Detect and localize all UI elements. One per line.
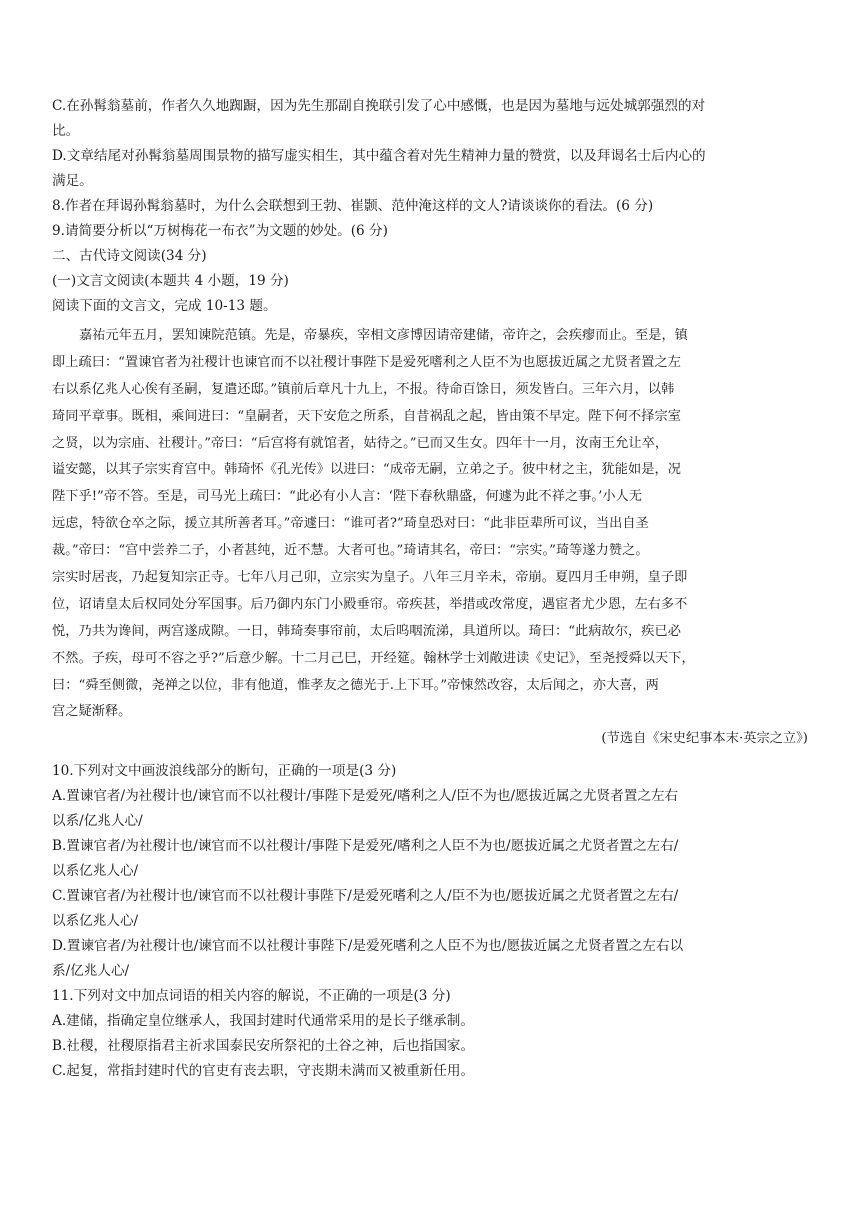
passage-line: 不然。子疾，母可不容之乎?”后意少解。十二月己巳，开经筵。翰林学士刘敞进读《史记》，至尧授舜以天下， — [52, 650, 695, 666]
passage-line: 谥安懿，以其子宗实育宫中。韩琦怀《孔光传》以进曰：“成帝无嗣，立弟之子。彼中材之主，犹能如是，况 — [52, 462, 681, 478]
passage-line: 宗实时居丧，乃起复知宗正寺。七年八月己卯，立宗实为皇子。八年三月辛未，帝崩。夏四月壬申朔，皇子即 — [52, 570, 688, 586]
passage-line: 即上疏曰：“置谏官者为社稷计也谏官而不以社稷计事陛下是爱死嗜利之人臣不为也愿拔近属之尤贤者置之左 — [52, 354, 681, 370]
passage-line: 宫之疑渐释。 — [52, 704, 132, 720]
q7-option-d-line2: 满足。 — [52, 173, 93, 189]
question-11-stem: 11.下列对文中加点词语的相关内容的解说，不正确的一项是(3 分) — [52, 988, 451, 1005]
classical-passage — [52, 323, 808, 753]
q10-option-d-line2: 系/亿兆人心/ — [52, 963, 130, 980]
question-9: 9.请简要分析以“万树梅花一布衣”为文题的妙处。(6 分) — [52, 223, 388, 239]
passage-line: 陛下乎!”帝不答。至是，司马光上疏曰：“此必有小人言：‘陛下春秋鼎盛，何遽为此不祥之事。’小人无 — [52, 489, 643, 505]
subsection-title: (一)文言文阅读(本题共 4 小题，19 分) — [52, 273, 289, 289]
passage-line: 琦同平章事。既相，乘间进曰：“皇嗣者，天下安危之所系，自昔祸乱之起，皆由策不早定。陛下何不择宗室 — [52, 408, 681, 424]
q10-option-a-line2: 以系/亿兆人心/ — [52, 813, 143, 830]
q10-option-a-line1: A.置谏官者/为社稷计也/谏官而不以社稷计/事陛下是爱死/嗜利之人/臣不为也/愿拔近属之尤贤者置之左右 — [52, 788, 679, 805]
question-10-stem: 10.下列对文中画波浪线部分的断句，正确的一项是(3 分) — [52, 763, 397, 780]
q10-option-d-line1: D.置谏官者/为社稷计也/谏官而不以社稷计事陛下/是爱死嗜利之人臣不为也/愿拔近属之尤贤者置之左右以 — [52, 938, 684, 955]
q10-option-c-line1: C.置谏官者/为社稷计也/谏官而不以社稷计事陛下/是爱死嗜利之人/臣不为也/愿拔近属之尤贤者置之左右/ — [52, 888, 679, 905]
exam-page — [52, 94, 808, 1084]
q11-option-b: B.社稷，社稷原指君主祈求国泰民安所祭祀的土谷之神，后也指国家。 — [52, 1038, 475, 1055]
passage-line: 曰：“舜至侧微，尧禅之以位，非有他道，惟孝友之德光于.上下耳。”帝悚然改容，太后闻之，亦大喜，两 — [52, 677, 659, 693]
question-8: 8.作者在拜谒孙髯翁墓时，为什么会联想到王勃、崔颢、范仲淹这样的文人?请谈谈你的看法。(6 分) — [52, 198, 654, 214]
passage-line: 之贤，以为宗庙、社稷计。”帝曰：“后宫将有就馆者，姑待之。”已而又生女。四年十一月，汝南王允让卒， — [52, 435, 669, 451]
passage-source: (节选自《宋史纪事本末·英宗之立》) — [601, 731, 808, 747]
passage-line: 裁。”帝曰：“宫中尝养二子，小者甚纯，近不慧。大者可也。”琦请其名，帝曰：“宗实。”琦等遂力赞之。 — [52, 543, 649, 559]
q11-option-a: A.建储，指确定皇位继承人，我国封建时代通常采用的是长子继承制。 — [52, 1013, 474, 1030]
passage-line: 位，诏请皇太后权同处分军国事。后乃御内东门小殿垂帘。帝疾甚，举措或改常度，遇宦者尤少恩，左右多不 — [52, 596, 688, 612]
reading-instruction: 阅读下面的文言文，完成 10-13 题。 — [52, 298, 277, 314]
passage-line: 悦，乃共为谗间，两宫遂成隙。一日，韩琦奏事帘前，太后呜咽流涕，具道所以。琦曰：“此病故尔，疾已必 — [52, 623, 681, 639]
q7-option-c-line1: C.在孙髯翁墓前，作者久久地踟蹰，因为先生那副自挽联引发了心中感慨，也是因为墓地与远处城郭强烈的对 — [52, 98, 706, 114]
q10-option-b-line1: B.置谏官者/为社稷计也/谏官而不以社稷计/事陛下是爱死/嗜利之人臣不为也/愿拔近属之尤贤者置之左右/ — [52, 838, 679, 855]
section-title: 二、古代诗文阅读(34 分) — [52, 248, 207, 264]
q10-option-c-line2: 以系亿兆人心/ — [52, 913, 139, 930]
q7-option-d-line1: D.文章结尾对孙髯翁墓周围景物的描写虚实相生，其中蕴含着对先生精神力量的赞赏，以及拜谒名士后内心的 — [52, 148, 706, 164]
passage-line: 右以系亿兆人心俟有圣嗣，复遣还邸。”镇前后章凡十九上，不报。待命百馀日，须发皆白。三年六月，以韩 — [52, 381, 675, 397]
q10-option-b-line2: 以系亿兆人心/ — [52, 863, 139, 880]
q7-option-c-line2: 比。 — [52, 123, 80, 139]
passage-line: 远虑，特欲仓卒之际，援立其所善者耳。”帝遽曰：“谁可者?”琦皇恐对曰：“此非臣辈所可议，当出自圣 — [52, 516, 649, 532]
passage-line: 嘉祐元年五月，罢知谏院范镇。先是，帝暴疾，宰相文彦博因请帝建储，帝许之，会疾瘳而止。至是，镇 — [79, 328, 688, 343]
q11-option-c: C.起复，常指封建时代的官吏有丧去职，守丧期未满而又被重新任用。 — [52, 1063, 475, 1080]
